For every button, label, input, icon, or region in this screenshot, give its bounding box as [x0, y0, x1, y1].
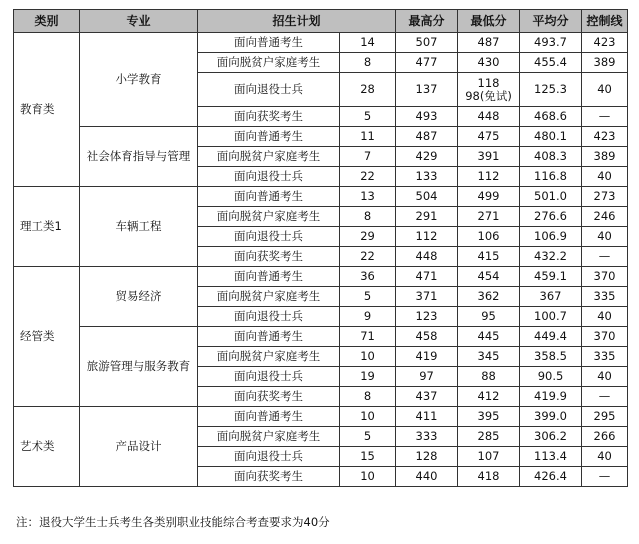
plan-count-cell: 7: [340, 147, 396, 167]
header-max-score: 最高分: [396, 10, 458, 33]
control-line-cell: 423: [582, 33, 628, 53]
control-line-cell: 423: [582, 127, 628, 147]
min-score-cell: 106: [458, 227, 520, 247]
avg-score-cell: 449.4: [520, 327, 582, 347]
plan-count-cell: 5: [340, 427, 396, 447]
avg-score-cell: 276.6: [520, 207, 582, 227]
max-score-cell: 371: [396, 287, 458, 307]
avg-score-cell: 468.6: [520, 107, 582, 127]
control-line-cell: 246: [582, 207, 628, 227]
table-row: [14, 407, 628, 427]
control-line-cell: 389: [582, 147, 628, 167]
min-score-cell: 345: [458, 347, 520, 367]
control-line-cell: 335: [582, 287, 628, 307]
control-line-cell: 370: [582, 327, 628, 347]
max-score-cell: 333: [396, 427, 458, 447]
control-line-cell: 40: [582, 167, 628, 187]
plan-cell: 面向普通考生: [198, 127, 340, 147]
max-score-cell: 437: [396, 387, 458, 407]
plan-cell: 面向脱贫户家庭考生: [198, 347, 340, 367]
plan-count-cell: 8: [340, 387, 396, 407]
avg-score-cell: 426.4: [520, 467, 582, 487]
plan-cell: 面向普通考生: [198, 327, 340, 347]
min-score-value: 118: [477, 75, 500, 90]
plan-cell: 面向退役士兵: [198, 227, 340, 247]
footnote: 注：退役大学生士兵考生各类别职业技能综合考查要求为40分: [16, 515, 330, 529]
plan-cell: 面向退役士兵: [198, 167, 340, 187]
category-cell: 教育类: [14, 33, 80, 187]
min-score-cell: 95: [458, 307, 520, 327]
plan-count-cell: 5: [340, 287, 396, 307]
avg-score-cell: 90.5: [520, 367, 582, 387]
avg-score-cell: 100.7: [520, 307, 582, 327]
min-score-cell: 285: [458, 427, 520, 447]
plan-cell: 面向普通考生: [198, 407, 340, 427]
control-line-cell: 273: [582, 187, 628, 207]
plan-cell: 面向退役士兵: [198, 73, 340, 107]
max-score-cell: 411: [396, 407, 458, 427]
plan-count-cell: 5: [340, 107, 396, 127]
category-cell: 经管类: [14, 267, 80, 407]
control-line-cell: 40: [582, 367, 628, 387]
avg-score-cell: 113.4: [520, 447, 582, 467]
plan-cell: 面向获奖考生: [198, 107, 340, 127]
max-score-cell: 504: [396, 187, 458, 207]
table-row: [14, 267, 628, 287]
avg-score-cell: 432.2: [520, 247, 582, 267]
min-score-cell: 430: [458, 53, 520, 73]
max-score-cell: 448: [396, 247, 458, 267]
major-cell: 产品设计: [80, 407, 198, 487]
control-line-cell: 40: [582, 73, 628, 107]
plan-cell: 面向获奖考生: [198, 387, 340, 407]
control-line-cell: 40: [582, 227, 628, 247]
plan-cell: 面向脱贫户家庭考生: [198, 147, 340, 167]
admission-score-table: [13, 9, 628, 487]
avg-score-cell: 501.0: [520, 187, 582, 207]
max-score-cell: 477: [396, 53, 458, 73]
control-line-cell: 389: [582, 53, 628, 73]
avg-score-cell: 480.1: [520, 127, 582, 147]
max-score-cell: 471: [396, 267, 458, 287]
min-score-cell: 499: [458, 187, 520, 207]
control-line-cell: —: [582, 247, 628, 267]
plan-count-cell: 10: [340, 407, 396, 427]
plan-cell: 面向脱贫户家庭考生: [198, 287, 340, 307]
plan-count-cell: 15: [340, 447, 396, 467]
avg-score-cell: 419.9: [520, 387, 582, 407]
avg-score-cell: 116.8: [520, 167, 582, 187]
avg-score-cell: 106.9: [520, 227, 582, 247]
max-score-cell: 507: [396, 33, 458, 53]
plan-count-cell: 8: [340, 53, 396, 73]
plan-count-cell: 29: [340, 227, 396, 247]
min-score-cell: 415: [458, 247, 520, 267]
table-row: [14, 127, 628, 147]
avg-score-cell: 399.0: [520, 407, 582, 427]
major-cell: 小学教育: [80, 33, 198, 127]
max-score-cell: 429: [396, 147, 458, 167]
avg-score-cell: 358.5: [520, 347, 582, 367]
control-line-cell: 370: [582, 267, 628, 287]
major-cell: 旅游管理与服务教育: [80, 327, 198, 407]
avg-score-cell: 367: [520, 287, 582, 307]
major-cell: 贸易经济: [80, 267, 198, 327]
plan-cell: 面向脱贫户家庭考生: [198, 427, 340, 447]
plan-cell: 面向退役士兵: [198, 367, 340, 387]
max-score-cell: 440: [396, 467, 458, 487]
table-row: [14, 187, 628, 207]
plan-cell: 面向获奖考生: [198, 467, 340, 487]
max-score-cell: 291: [396, 207, 458, 227]
plan-count-cell: 13: [340, 187, 396, 207]
control-line-cell: 40: [582, 307, 628, 327]
control-line-cell: 335: [582, 347, 628, 367]
plan-count-cell: 10: [340, 467, 396, 487]
max-score-cell: 112: [396, 227, 458, 247]
max-score-cell: 97: [396, 367, 458, 387]
min-score-cell: 362: [458, 287, 520, 307]
min-score-cell: 395: [458, 407, 520, 427]
header-plan: 招生计划: [198, 10, 396, 33]
avg-score-cell: 455.4: [520, 53, 582, 73]
max-score-cell: 419: [396, 347, 458, 367]
plan-count-cell: 28: [340, 73, 396, 107]
plan-cell: 面向普通考生: [198, 267, 340, 287]
max-score-cell: 137: [396, 73, 458, 107]
min-score-cell: 112: [458, 167, 520, 187]
min-score-cell: 475: [458, 127, 520, 147]
major-cell: 车辆工程: [80, 187, 198, 267]
min-score-cell: [458, 73, 520, 107]
plan-cell: 面向脱贫户家庭考生: [198, 53, 340, 73]
header-avg-score: 平均分: [520, 10, 582, 33]
plan-count-cell: 9: [340, 307, 396, 327]
header-min-score: 最低分: [458, 10, 520, 33]
min-score-cell: 448: [458, 107, 520, 127]
plan-count-cell: 10: [340, 347, 396, 367]
plan-cell: 面向脱贫户家庭考生: [198, 207, 340, 227]
min-score-cell: 107: [458, 447, 520, 467]
min-score-cell: 445: [458, 327, 520, 347]
max-score-cell: 487: [396, 127, 458, 147]
header-category: 类别: [14, 10, 80, 33]
plan-count-cell: 22: [340, 247, 396, 267]
min-score-cell: 271: [458, 207, 520, 227]
max-score-cell: 493: [396, 107, 458, 127]
max-score-cell: 128: [396, 447, 458, 467]
plan-count-cell: 8: [340, 207, 396, 227]
control-line-cell: —: [582, 107, 628, 127]
admission-table-container: [13, 9, 627, 487]
control-line-cell: —: [582, 467, 628, 487]
header-control-line: 控制线: [582, 10, 628, 33]
avg-score-cell: 459.1: [520, 267, 582, 287]
header-major: 专业: [80, 10, 198, 33]
category-cell: 艺术类: [14, 407, 80, 487]
plan-count-cell: 71: [340, 327, 396, 347]
min-score-cell: 391: [458, 147, 520, 167]
table-row: [14, 327, 628, 347]
control-line-cell: 40: [582, 447, 628, 467]
max-score-cell: 458: [396, 327, 458, 347]
max-score-cell: 123: [396, 307, 458, 327]
plan-cell: 面向普通考生: [198, 33, 340, 53]
avg-score-cell: 408.3: [520, 147, 582, 167]
plan-count-cell: 22: [340, 167, 396, 187]
category-cell: 理工类1: [14, 187, 80, 267]
plan-count-cell: 19: [340, 367, 396, 387]
major-cell: 社会体育指导与管理: [80, 127, 198, 187]
control-line-cell: 295: [582, 407, 628, 427]
plan-cell: 面向退役士兵: [198, 447, 340, 467]
min-score-exempt-value: 98(免试): [465, 88, 512, 103]
header-row: [14, 10, 628, 33]
avg-score-cell: 493.7: [520, 33, 582, 53]
control-line-cell: —: [582, 387, 628, 407]
min-score-cell: 418: [458, 467, 520, 487]
plan-cell: 面向获奖考生: [198, 247, 340, 267]
plan-cell: 面向退役士兵: [198, 307, 340, 327]
plan-count-cell: 36: [340, 267, 396, 287]
max-score-cell: 133: [396, 167, 458, 187]
plan-count-cell: 11: [340, 127, 396, 147]
min-score-cell: 88: [458, 367, 520, 387]
table-row: [14, 33, 628, 53]
min-score-cell: 454: [458, 267, 520, 287]
avg-score-cell: 125.3: [520, 73, 582, 107]
min-score-cell: 487: [458, 33, 520, 53]
avg-score-cell: 306.2: [520, 427, 582, 447]
control-line-cell: 266: [582, 427, 628, 447]
min-score-cell: 412: [458, 387, 520, 407]
plan-count-cell: 14: [340, 33, 396, 53]
plan-cell: 面向普通考生: [198, 187, 340, 207]
